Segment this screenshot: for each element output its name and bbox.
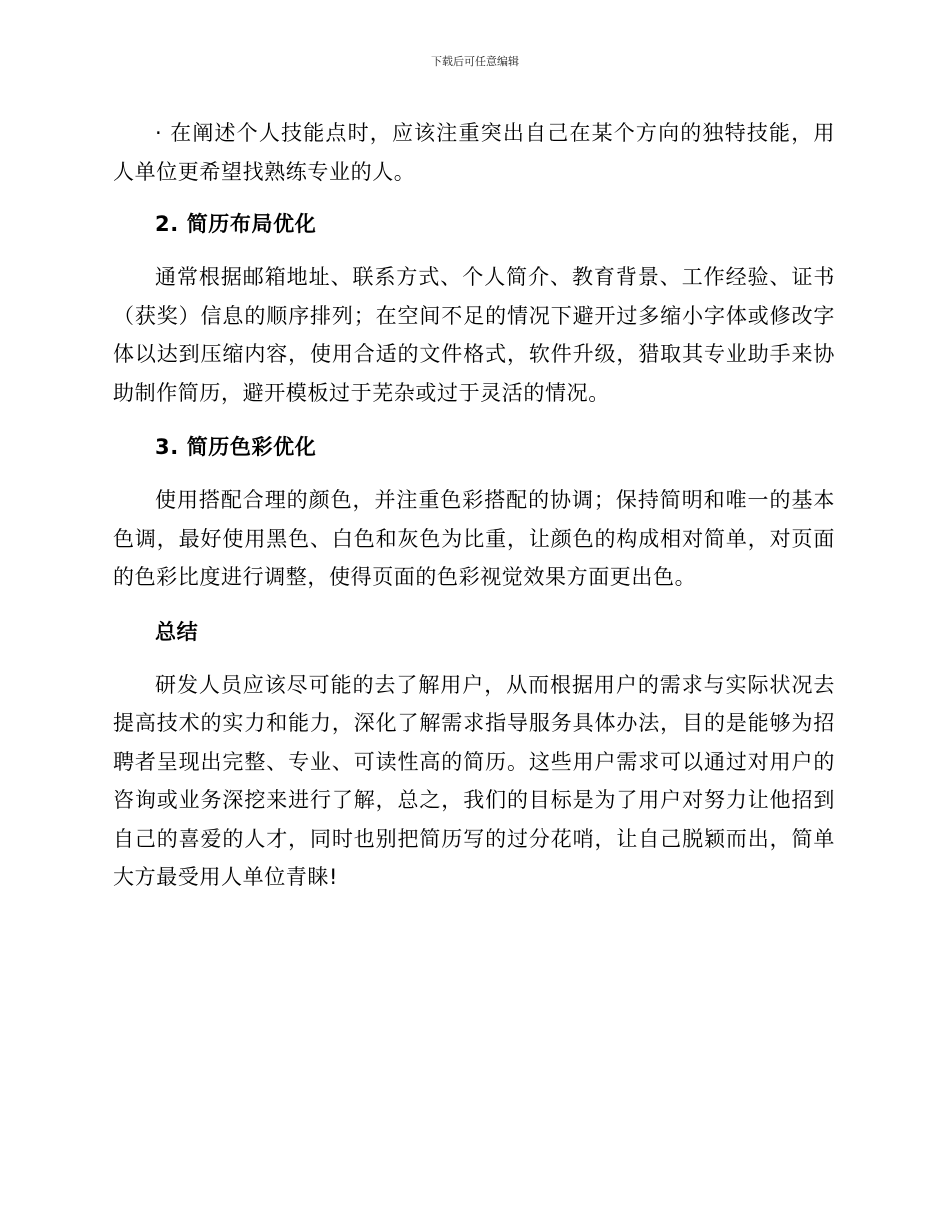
summary-paragraph: 研发人员应该尽可能的去了解用户，从而根据用户的需求与实际状况去提高技术的实力和能力，深化了解需求指导服务具体办法，目的是能够为招聘者呈现出完整、专业、可读性高的简历。这些用户需求可以通过对用户的咨询或业务深挖来进行了解，总之，我们的目标是为了用户对努力让他招到自己的喜爱的人才，同时也别把简历写的过分花哨，让自己脱颖而出，简单大方最受用人单位青睐! [113,672,835,889]
layout-optimization-heading: 2. 简历布局优化 [155,212,317,236]
summary-heading: 总结 [155,619,199,644]
layout-optimization-paragraph: 通常根据邮箱地址、联系方式、个人简介、教育背景、工作经验、证书（获奖）信息的顺序排列；在空间不足的情况下避开过多缩小字体或修改字体以达到压缩内容，使用合适的文件格式，软件升级，猎取其专业助手来协助制作简历，避开模板过于芜杂或过于灵活的情况。 [113,265,835,405]
color-optimization-paragraph: 使用搭配合理的颜色，并注重色彩搭配的协调；保持简明和唯一的基本色调，最好使用黑色、白色和灰色为比重，让颜色的构成相对简单，对页面的色彩比度进行调整，使得页面的色彩视觉效果方面更出色。 [113,488,835,589]
page-header: 下载后可任意编辑 [431,55,519,68]
skills-tip-paragraph: · 在阐述个人技能点时，应该注重突出自己在某个方向的独特技能，用人单位更希望找熟练专业的人。 [113,121,835,184]
document-body [113,114,835,897]
color-optimization-heading: 3. 简历色彩优化 [155,435,317,459]
